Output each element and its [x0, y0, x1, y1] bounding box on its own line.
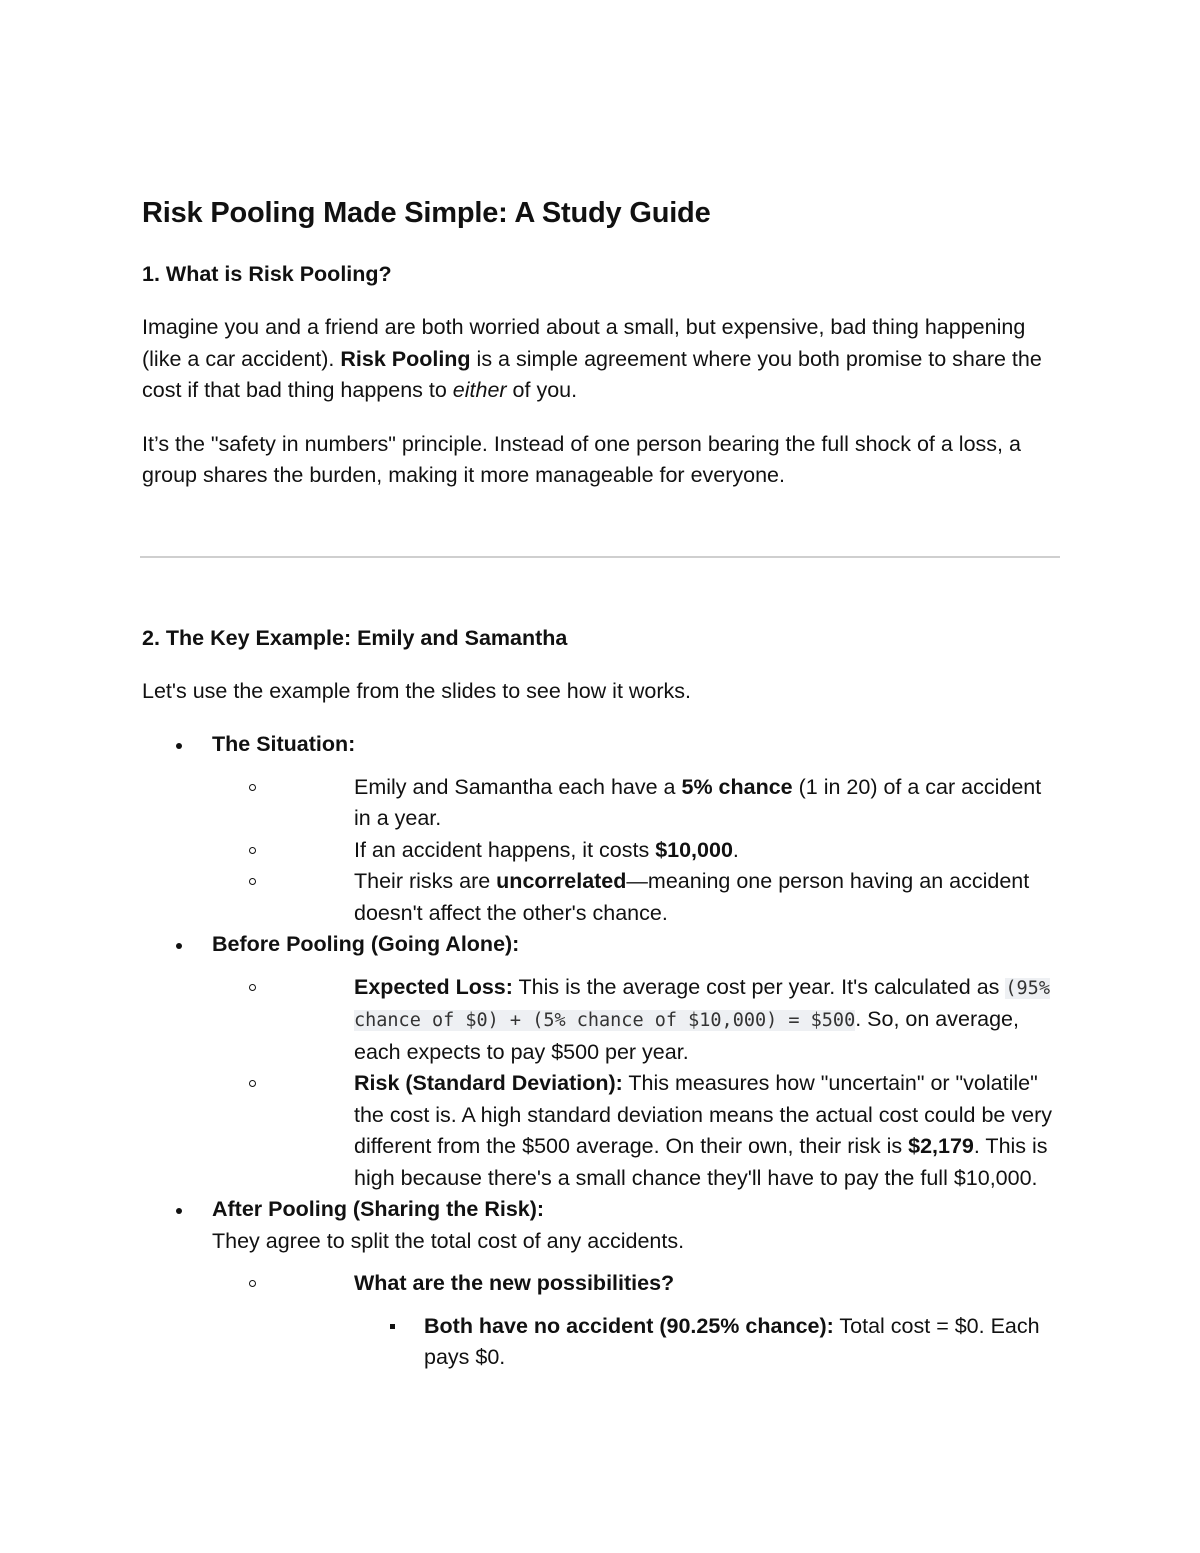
example-list	[142, 729, 1060, 1374]
expected-loss-label: Expected Loss:	[354, 974, 513, 999]
list-item	[142, 772, 1060, 835]
bullet-icon	[176, 943, 182, 949]
expected-loss-formula: (95% chance of $0) + (5% chance of $10,000) = $500	[354, 977, 1050, 1031]
bullet-icon	[176, 743, 182, 749]
circle-bullet-icon	[249, 847, 256, 854]
list-item-after-pooling	[142, 1194, 1060, 1374]
example-intro: Let's use the example from the slides to see how it works.	[142, 678, 692, 703]
item-text: This is the average cost per year. It's calculated as	[512, 974, 1006, 999]
item-bold: $10,000	[655, 837, 733, 862]
circle-bullet-icon	[249, 1080, 256, 1087]
item-text: —meaning one person having an accident doesn't affect the other's chance.	[354, 869, 1030, 925]
risk-label: Risk (Standard Deviation):	[354, 1071, 623, 1095]
list-item	[142, 972, 1060, 1069]
document-title: Risk Pooling Made Simple: A Study Guide	[142, 197, 711, 229]
scenario-label: Both have no accident (90.25% chance):	[424, 1313, 834, 1338]
section-heading-2: 2. The Key Example: Emily and Samantha	[142, 625, 568, 650]
before-pooling-label: Before Pooling (Going Alone):	[212, 932, 520, 956]
situation-label: The Situation:	[212, 732, 356, 756]
before-sublist	[212, 972, 1060, 1195]
intro-paragraph-1	[142, 312, 1060, 407]
intro-text-c: is a simple agreement where you both promise to share the cost if that bad thing happens to	[142, 346, 1042, 402]
intro-text-a: Imagine you and a friend are both worried about a small, but expensive, bad thing happening (like a car accident).	[142, 315, 1026, 371]
list-item-before-pooling	[142, 929, 1060, 1194]
item-text: If an accident happens, it costs	[354, 837, 656, 862]
after-pooling-description: They agree to split the total cost of any accidents.	[212, 1228, 685, 1253]
item-bold: 5% chance	[681, 774, 793, 799]
circle-bullet-icon	[249, 878, 256, 885]
circle-bullet-icon	[249, 984, 256, 991]
list-item	[142, 1068, 1060, 1194]
item-text: . This is high because there's a small chance they'll have to pay the full $10,000.	[354, 1134, 1048, 1190]
intro-paragraph-2: It’s the "safety in numbers" principle. Instead of one person bearing the full shock of a loss, a group shares the burden, making it more manageable for everyone.	[142, 431, 1021, 487]
situation-sublist	[212, 772, 1060, 930]
list-item	[142, 1268, 1060, 1374]
list-item	[142, 866, 1060, 929]
list-item-situation	[142, 729, 1060, 929]
list-item	[424, 1311, 1060, 1374]
after-pooling-label: After Pooling (Sharing the Risk):	[212, 1197, 545, 1221]
risk-pooling-term: Risk Pooling	[340, 346, 471, 371]
list-item	[142, 835, 1060, 867]
square-bullet-icon	[390, 1324, 395, 1329]
bullet-icon	[176, 1208, 182, 1214]
possibilities-label: What are the new possibilities?	[354, 1271, 675, 1295]
item-text: . So, on average, each expects to pay $500 per year.	[354, 1007, 1019, 1064]
item-bold: uncorrelated	[496, 869, 627, 893]
circle-bullet-icon	[249, 784, 256, 791]
item-text: Emily and Samantha each have a	[354, 774, 682, 799]
possibilities-sublist	[354, 1311, 1060, 1374]
scenario-text: Total cost = $0. Each pays $0.	[424, 1313, 1040, 1369]
section-heading-1: 1. What is Risk Pooling?	[142, 262, 392, 286]
intro-text-e: of you.	[506, 378, 578, 402]
item-text: (1 in 20) of a car accident in a year.	[354, 774, 1042, 830]
horizontal-divider	[140, 556, 1060, 558]
item-text: This measures how "uncertain" or "volatile" the cost is. A high standard deviation means the actual cost could be very different from the $500 average. On their own, their risk is	[354, 1071, 1052, 1158]
circle-bullet-icon	[249, 1280, 256, 1287]
either-emphasis: either	[452, 378, 507, 402]
document-page	[142, 192, 1060, 1374]
risk-value: $2,179	[908, 1134, 974, 1158]
after-sublist	[212, 1268, 1060, 1374]
item-text: .	[732, 837, 739, 862]
item-text: Their risks are	[354, 869, 497, 893]
